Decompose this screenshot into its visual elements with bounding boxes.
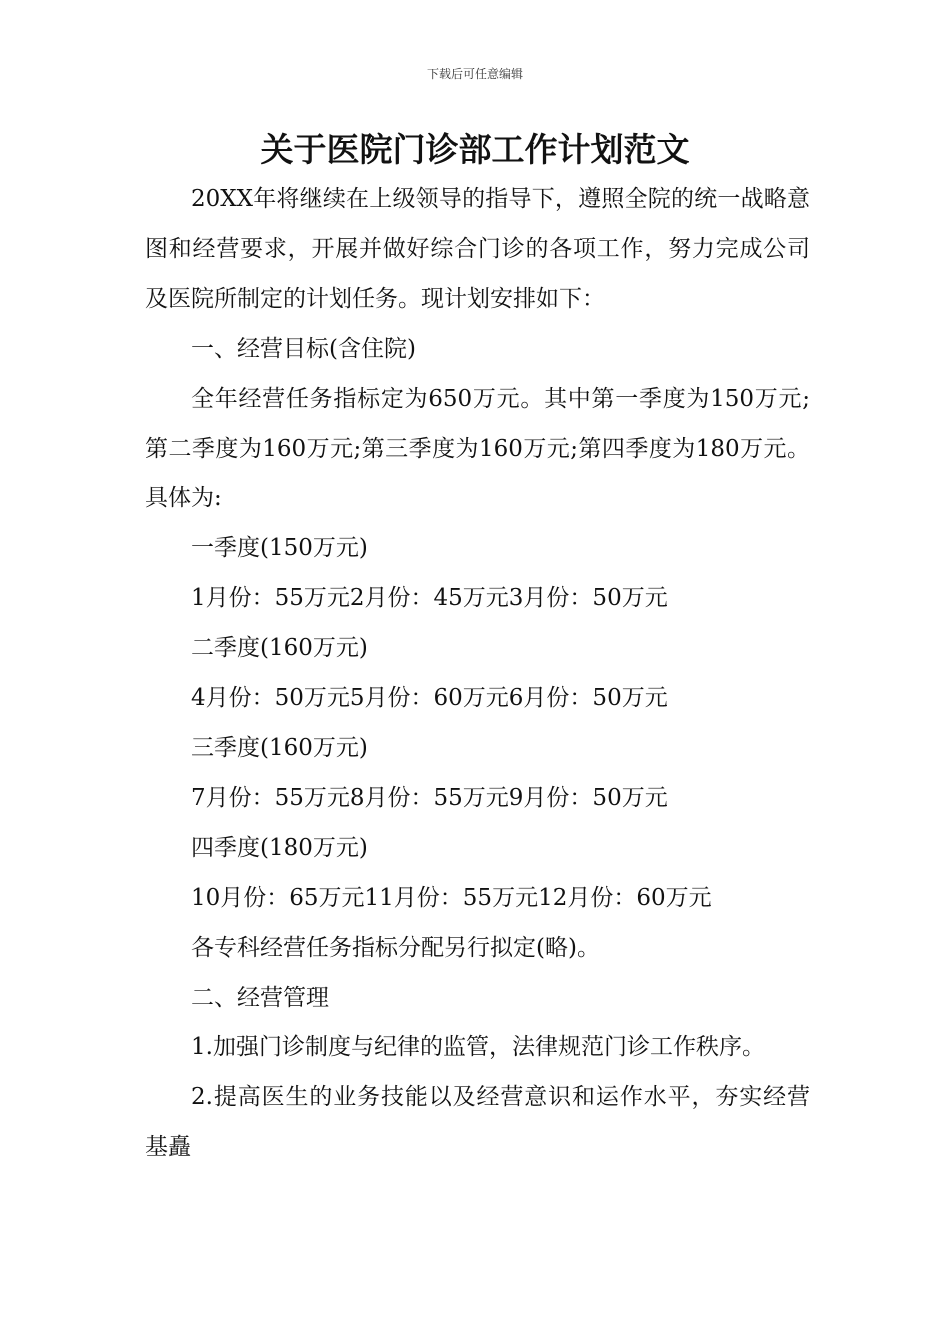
quarter-label: 三季度(160万元): [191, 734, 368, 761]
document-body: [145, 175, 810, 1173]
specialty-allocation-note: 各专科经营任务指标分配另行拟定(略)。: [191, 934, 600, 961]
section-heading-operations-management: 二、经营管理: [191, 984, 329, 1011]
quarter-label: 四季度(180万元): [191, 834, 368, 861]
management-item-2: 2.提高医生的业务技能以及经营意识和运作水平，夯实经营基矗: [145, 1084, 810, 1161]
quarter-label: 二季度(160万元): [191, 635, 368, 662]
quarter-label: 一季度(150万元): [191, 535, 368, 562]
annual-target-paragraph: 全年经营任务指标定为650万元。其中第一季度为150万元;第二季度为160万元;第三季度为160万元;第四季度为180万元。具体为:: [145, 385, 810, 512]
intro-paragraph: 20XX年将继续在上级领导的指导下，遵照全院的统一战略意图和经营要求，开展并做好综合门诊的各项工作，努力完成公司及医院所制定的计划任务。现计划安排如下：: [145, 186, 810, 312]
document-title: 关于医院门诊部工作计划范文: [260, 130, 690, 169]
management-item-1: 1.加强门诊制度与纪律的监管，法律规范门诊工作秩序。: [191, 1034, 765, 1061]
header-note: 下载后可任意编辑: [426, 67, 523, 81]
quarter-months: 1月份：55万元2月份：45万元3月份：50万元: [191, 585, 668, 612]
quarter-months: 4月份：50万元5月份：60万元6月份：50万元: [191, 685, 668, 712]
quarter-months: 10月份：65万元11月份：55万元12月份：60万元: [191, 884, 712, 911]
quarter-months: 7月份：55万元8月份：55万元9月份：50万元: [191, 784, 668, 811]
section-heading-operating-targets: 一、经营目标(含住院): [191, 335, 416, 362]
